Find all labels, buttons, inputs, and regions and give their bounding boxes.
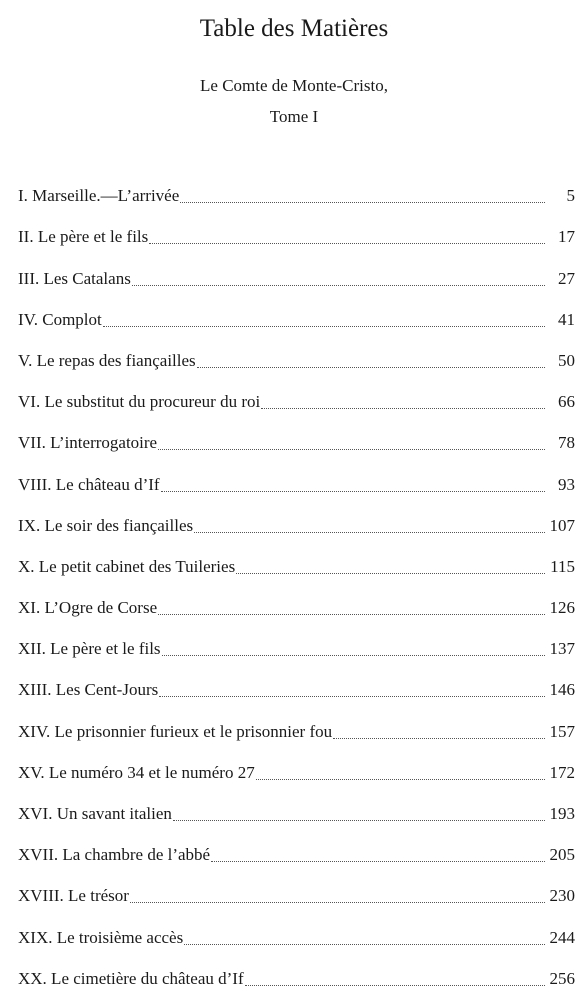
- toc-entry-page-number: 66: [558, 392, 575, 412]
- toc-entry[interactable]: [18, 623, 575, 664]
- toc-entry[interactable]: [18, 500, 575, 541]
- dot-leader: [184, 944, 545, 945]
- dot-leader: [256, 779, 545, 780]
- toc-entry[interactable]: [18, 953, 575, 994]
- toc-entry-title[interactable]: I. Marseille.—L’arrivée: [18, 186, 180, 206]
- subtitle-line-2: Tome I: [269, 107, 319, 126]
- dot-leader: [261, 408, 545, 409]
- toc-entry-title[interactable]: XX. Le cimetière du château d’If: [18, 968, 244, 988]
- toc-entry-title[interactable]: XIII. Les Cent-Jours: [18, 680, 159, 700]
- toc-entry[interactable]: [18, 541, 575, 582]
- toc-entry-page-number: 137: [549, 639, 575, 659]
- dot-leader: [132, 285, 545, 286]
- toc-entry-title[interactable]: VIII. Le château d’If: [18, 474, 160, 494]
- toc-entry-page-number: 5: [566, 186, 575, 206]
- dot-leader: [194, 532, 545, 533]
- toc-entry-page-number: 146: [549, 680, 575, 700]
- toc-entry-page-number: 126: [549, 598, 575, 618]
- toc-entry-page-number: 193: [549, 804, 575, 823]
- toc-entry-page-number: 172: [549, 762, 575, 782]
- toc-entry-title[interactable]: II. Le père et le fils: [18, 227, 149, 247]
- dot-leader: [161, 491, 545, 492]
- dot-leader: [236, 573, 545, 574]
- toc-entry-page-number: 17: [558, 227, 575, 247]
- toc-entry[interactable]: [18, 829, 575, 870]
- subtitle-line-1: Le Comte de Monte-Cristo,: [200, 76, 388, 95]
- toc-entry[interactable]: [18, 582, 575, 623]
- toc-entry[interactable]: [18, 211, 575, 252]
- toc-entry-page-number: 78: [558, 433, 575, 453]
- dot-leader: [197, 367, 545, 368]
- dot-leader: [245, 985, 545, 986]
- dot-leader: [158, 614, 545, 615]
- toc-entry-title[interactable]: XVII. La chambre de l’abbé: [18, 845, 211, 865]
- table-of-contents: [18, 170, 575, 994]
- toc-entry-page-number: 41: [558, 309, 575, 329]
- toc-entry-page-number: 230: [549, 886, 575, 906]
- toc-entry-page-number: 107: [549, 515, 575, 535]
- toc-entry-page-number: 244: [549, 927, 575, 947]
- toc-entry[interactable]: [18, 870, 575, 911]
- toc-entry-title[interactable]: IV. Complot: [18, 309, 102, 329]
- toc-entry-title[interactable]: IX. Le soir des fiançailles: [18, 515, 194, 535]
- toc-entry-title[interactable]: XV. Le numéro 34 et le numéro 27: [18, 762, 255, 782]
- dot-leader: [149, 243, 545, 244]
- toc-entry[interactable]: [18, 705, 575, 746]
- toc-entry[interactable]: [18, 458, 575, 499]
- toc-entry-title[interactable]: XIV. Le prisonnier furieux et le prisonnier fou: [18, 721, 333, 741]
- dot-leader: [158, 449, 545, 450]
- toc-entry-page-number: 256: [549, 968, 575, 988]
- dot-leader: [211, 861, 545, 862]
- toc-entry-page-number: 50: [558, 350, 575, 370]
- toc-entry[interactable]: [18, 376, 575, 417]
- toc-entry-title[interactable]: XVIII. Le trésor: [18, 886, 129, 906]
- toc-entry[interactable]: [18, 664, 575, 705]
- toc-entry[interactable]: [18, 335, 575, 376]
- toc-entry-title[interactable]: XII. Le père et le fils: [18, 639, 161, 659]
- toc-entry[interactable]: [18, 747, 575, 788]
- toc-entry-page-number: 27: [558, 268, 575, 288]
- dot-leader: [173, 820, 545, 821]
- dot-leader: [103, 326, 545, 327]
- toc-entry-page-number: 157: [549, 721, 575, 741]
- toc-entry[interactable]: [18, 252, 575, 293]
- toc-entry[interactable]: [18, 170, 575, 211]
- toc-entry[interactable]: [18, 788, 575, 829]
- toc-entry-title[interactable]: XI. L’Ogre de Corse: [18, 598, 158, 618]
- toc-entry[interactable]: [18, 294, 575, 335]
- toc-entry-title[interactable]: XVI. Un savant italien: [18, 804, 172, 823]
- toc-entry-page-number: 205: [549, 845, 575, 865]
- toc-entry-title[interactable]: VI. Le substitut du procureur du roi: [18, 392, 261, 412]
- book-subtitle: [0, 70, 588, 132]
- dot-leader: [180, 202, 545, 203]
- toc-entry-page-number: 115: [550, 556, 575, 576]
- dot-leader: [333, 738, 545, 739]
- toc-entry-title[interactable]: X. Le petit cabinet des Tuileries: [18, 556, 236, 576]
- toc-entry-title[interactable]: III. Les Catalans: [18, 268, 131, 288]
- toc-entry-page-number: 93: [558, 474, 575, 494]
- dot-leader: [130, 902, 545, 903]
- toc-entry-title[interactable]: V. Le repas des fiançailles: [18, 350, 196, 370]
- page-title: Table des Matières: [199, 15, 389, 42]
- toc-entry-title[interactable]: VII. L’interrogatoire: [18, 433, 158, 453]
- toc-entry[interactable]: [18, 911, 575, 952]
- dot-leader: [162, 655, 545, 656]
- dot-leader: [159, 696, 545, 697]
- toc-entry-title[interactable]: XIX. Le troisième accès: [18, 927, 184, 947]
- toc-entry[interactable]: [18, 417, 575, 458]
